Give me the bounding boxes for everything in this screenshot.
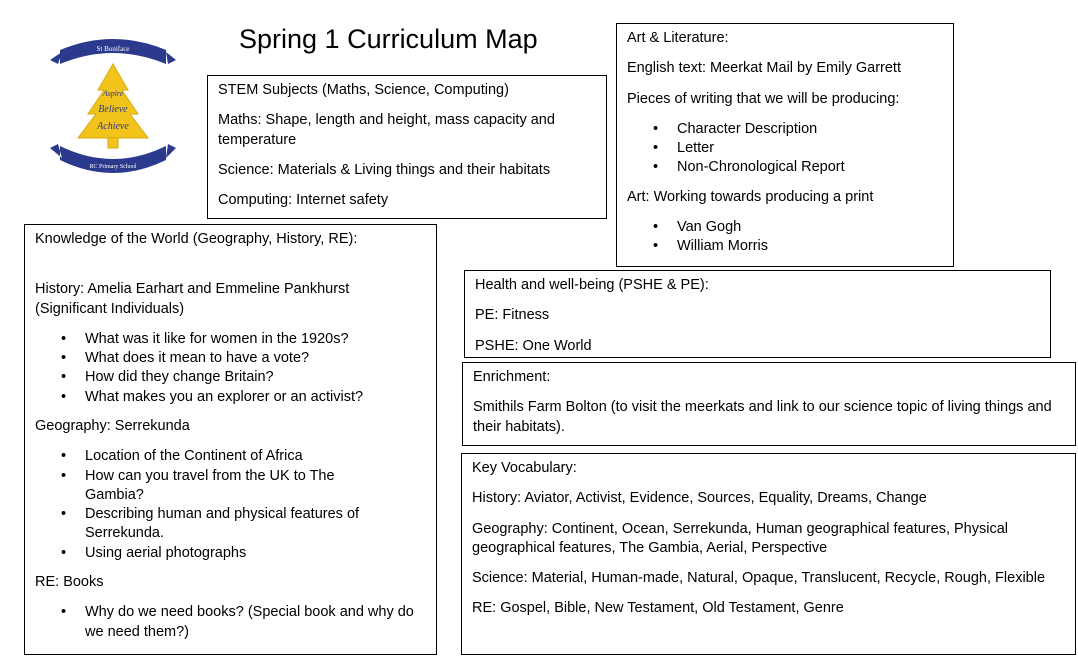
- list-item: • Describing human and physical features of Serrekunda.: [85, 505, 396, 544]
- re-list: [35, 603, 426, 642]
- stem-heading: STEM Subjects (Maths, Science, Computing): [218, 82, 509, 98]
- geography-list: [35, 447, 426, 563]
- enrichment-text: Smithils Farm Bolton (to visit the meerkats and link to our science topic of living things and their habitats).: [473, 399, 1052, 435]
- list-item: • Location of the Continent of Africa: [85, 447, 396, 466]
- history-heading: History: Amelia Earhart and Emmeline Pankhurst (Significant Individuals): [35, 281, 350, 317]
- vocab-heading: Key Vocabulary:: [472, 460, 577, 476]
- art-literature-box: [616, 23, 954, 267]
- list-item: • How did they change Britain?: [85, 368, 426, 387]
- english-text: English text: Meerkat Mail by Emily Garrett: [627, 60, 901, 77]
- enrichment-box: [462, 362, 1076, 446]
- art-heading: Art & Literature:: [627, 30, 729, 46]
- health-box: [464, 270, 1051, 358]
- health-pshe: PSHE: One World: [475, 337, 592, 354]
- writing-list: [627, 120, 943, 178]
- health-heading: Health and well-being (PSHE & PE):: [475, 277, 709, 293]
- page-title: Spring 1 Curriculum Map: [239, 24, 538, 54]
- knowledge-heading: Knowledge of the World (Geography, History, RE):: [35, 231, 358, 247]
- vocab-history: History: Aviator, Activist, Evidence, Sources, Equality, Dreams, Change: [472, 490, 927, 507]
- vocab-science: Science: Material, Human-made, Natural, Opaque, Translucent, Recycle, Rough, Flexible: [472, 570, 1046, 587]
- logo-top-banner-text: St Boniface: [96, 45, 130, 53]
- knowledge-box: [24, 224, 437, 655]
- history-list: [35, 330, 426, 407]
- logo-bottom-banner-text: RC Primary School: [89, 164, 137, 170]
- list-item: • Letter: [677, 139, 943, 158]
- enrichment-heading: Enrichment:: [473, 369, 551, 385]
- list-item: • William Morris: [677, 237, 943, 256]
- school-logo: [48, 30, 178, 180]
- list-item: • What makes you an explorer or an activist?: [85, 388, 426, 407]
- art-line: Art: Working towards producing a print: [627, 188, 874, 205]
- list-item: • What does it mean to have a vote?: [85, 349, 426, 368]
- logo-motto-1: Aspire: [102, 89, 124, 98]
- logo-motto-2: Believe: [98, 104, 128, 115]
- stem-science: Science: Materials & Living things and their habitats: [218, 161, 551, 178]
- vocab-geography: Geography: Continent, Ocean, Serrekunda, Human geographical features, Physical geographical features, The Gambia, Aerial, Perspective: [472, 520, 1009, 556]
- re-heading: RE: Books: [35, 573, 104, 590]
- list-item: • Character Description: [677, 120, 943, 139]
- logo-motto-3: Achieve: [97, 121, 129, 132]
- stem-box: [207, 75, 607, 219]
- stem-maths: Maths: Shape, length and height, mass capacity and temperature: [218, 112, 555, 148]
- artists-list: [627, 218, 943, 257]
- vocabulary-box: [461, 453, 1076, 655]
- list-item: • Non-Chronological Report: [677, 158, 943, 177]
- vocab-re: RE: Gospel, Bible, New Testament, Old Testament, Genre: [472, 600, 844, 617]
- health-pe: PE: Fitness: [475, 307, 550, 324]
- geography-heading: Geography: Serrekunda: [35, 417, 190, 434]
- list-item: • What was it like for women in the 1920s?: [85, 330, 426, 349]
- list-item: • Using aerial photographs: [85, 544, 396, 563]
- list-item: • Van Gogh: [677, 218, 943, 237]
- list-item: • Why do we need books? (Special book and why do we need them?): [85, 603, 418, 642]
- list-item: • How can you travel from the UK to The Gambia?: [85, 467, 396, 506]
- writing-intro: Pieces of writing that we will be producing:: [627, 90, 900, 107]
- stem-computing: Computing: Internet safety: [218, 192, 389, 209]
